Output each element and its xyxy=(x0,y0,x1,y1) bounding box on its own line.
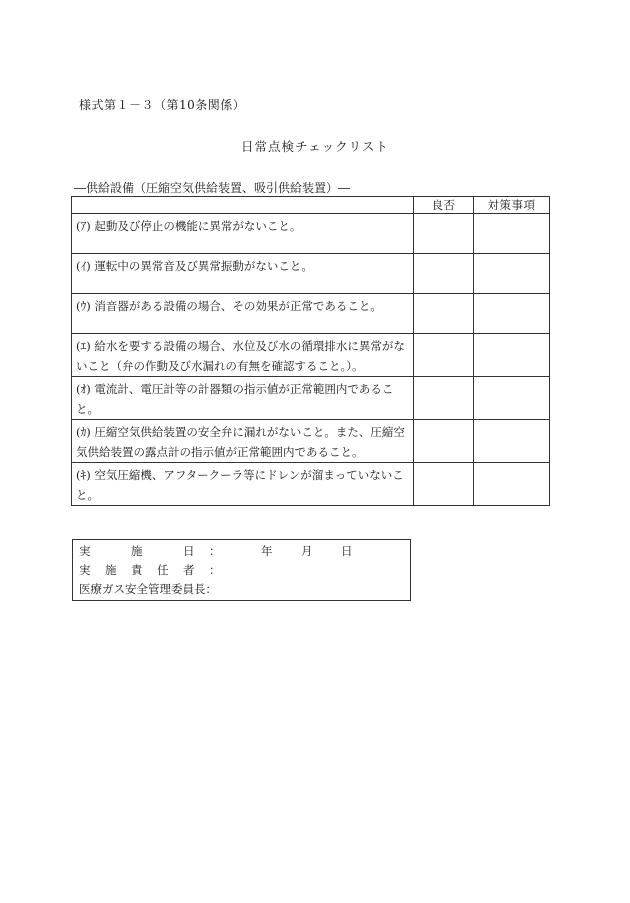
document-title: 日常点検チェックリスト xyxy=(241,139,389,154)
action-cell[interactable] xyxy=(474,420,550,463)
action-cell[interactable] xyxy=(474,377,550,420)
action-cell[interactable] xyxy=(474,334,550,377)
action-cell[interactable] xyxy=(474,294,550,334)
date-label-char: 施 xyxy=(131,544,143,558)
table-row xyxy=(72,294,550,334)
person-row[interactable] xyxy=(79,562,399,578)
result-cell[interactable] xyxy=(414,334,474,377)
day-unit: 日 xyxy=(341,544,353,558)
check-item: (ｴ) 給水を要する設備の場合、水位及び水の循環排水に異常がないこと（弁の作動及び水漏れの有無を確認すること。）。 xyxy=(72,334,414,377)
year-unit: 年 xyxy=(261,544,273,558)
table-row xyxy=(72,254,550,294)
person-label-char: 実 xyxy=(79,563,91,577)
chair-row[interactable] xyxy=(79,581,399,597)
action-cell[interactable] xyxy=(474,254,550,294)
person-label-char: 者 xyxy=(183,563,195,577)
result-cell[interactable] xyxy=(414,377,474,420)
action-cell[interactable] xyxy=(474,214,550,254)
person-label-char: ： xyxy=(209,563,221,577)
month-unit: 月 xyxy=(301,544,313,558)
chair-label: 医療ガス安全管理委員長： xyxy=(79,582,217,596)
check-item: (ｵ) 電流計、電圧計等の計器類の指示値が正常範囲内であること。 xyxy=(72,377,414,420)
table-row xyxy=(72,420,550,463)
check-item: (ｷ) 空気圧縮機、アフタークーラ等にドレンが溜まっていないこと。 xyxy=(72,463,414,506)
table-header-row xyxy=(72,197,550,214)
check-item: (ｳ) 消音器がある設備の場合、その効果が正常であること。 xyxy=(72,294,414,334)
header-action: 対策事項 xyxy=(474,197,550,214)
date-label-char: 実 xyxy=(79,544,91,558)
result-cell[interactable] xyxy=(414,294,474,334)
header-item xyxy=(72,197,414,214)
form-number: 様式第１－３（第10条関係） xyxy=(79,98,246,112)
result-cell[interactable] xyxy=(414,463,474,506)
result-cell[interactable] xyxy=(414,254,474,294)
signature-box xyxy=(72,539,411,601)
check-item: (ｱ) 起動及び停止の機能に異常がないこと。 xyxy=(72,214,414,254)
check-item: (ｶ) 圧縮空気供給装置の安全弁に漏れがないこと。また、圧縮空気供給装置の露点計の指示値が正常範囲内であること。 xyxy=(72,420,414,463)
date-row[interactable] xyxy=(79,543,399,559)
person-label-char: 施 xyxy=(105,563,117,577)
result-cell[interactable] xyxy=(414,420,474,463)
person-label-char: 責 xyxy=(131,563,143,577)
table-row xyxy=(72,377,550,420)
action-cell[interactable] xyxy=(474,463,550,506)
header-result: 良否 xyxy=(414,197,474,214)
check-item: (ｲ) 運転中の異常音及び異常振動がないこと。 xyxy=(72,254,414,294)
date-label-char: ： xyxy=(209,544,221,558)
result-cell[interactable] xyxy=(414,214,474,254)
person-label-char: 任 xyxy=(157,563,169,577)
table-row xyxy=(72,334,550,377)
section-title: ―供給設備（圧縮空気供給装置、吸引供給装置）― xyxy=(74,181,351,195)
table-row xyxy=(72,214,550,254)
date-label-char: 日 xyxy=(183,544,195,558)
table-row xyxy=(72,463,550,506)
checklist-table xyxy=(71,196,550,506)
